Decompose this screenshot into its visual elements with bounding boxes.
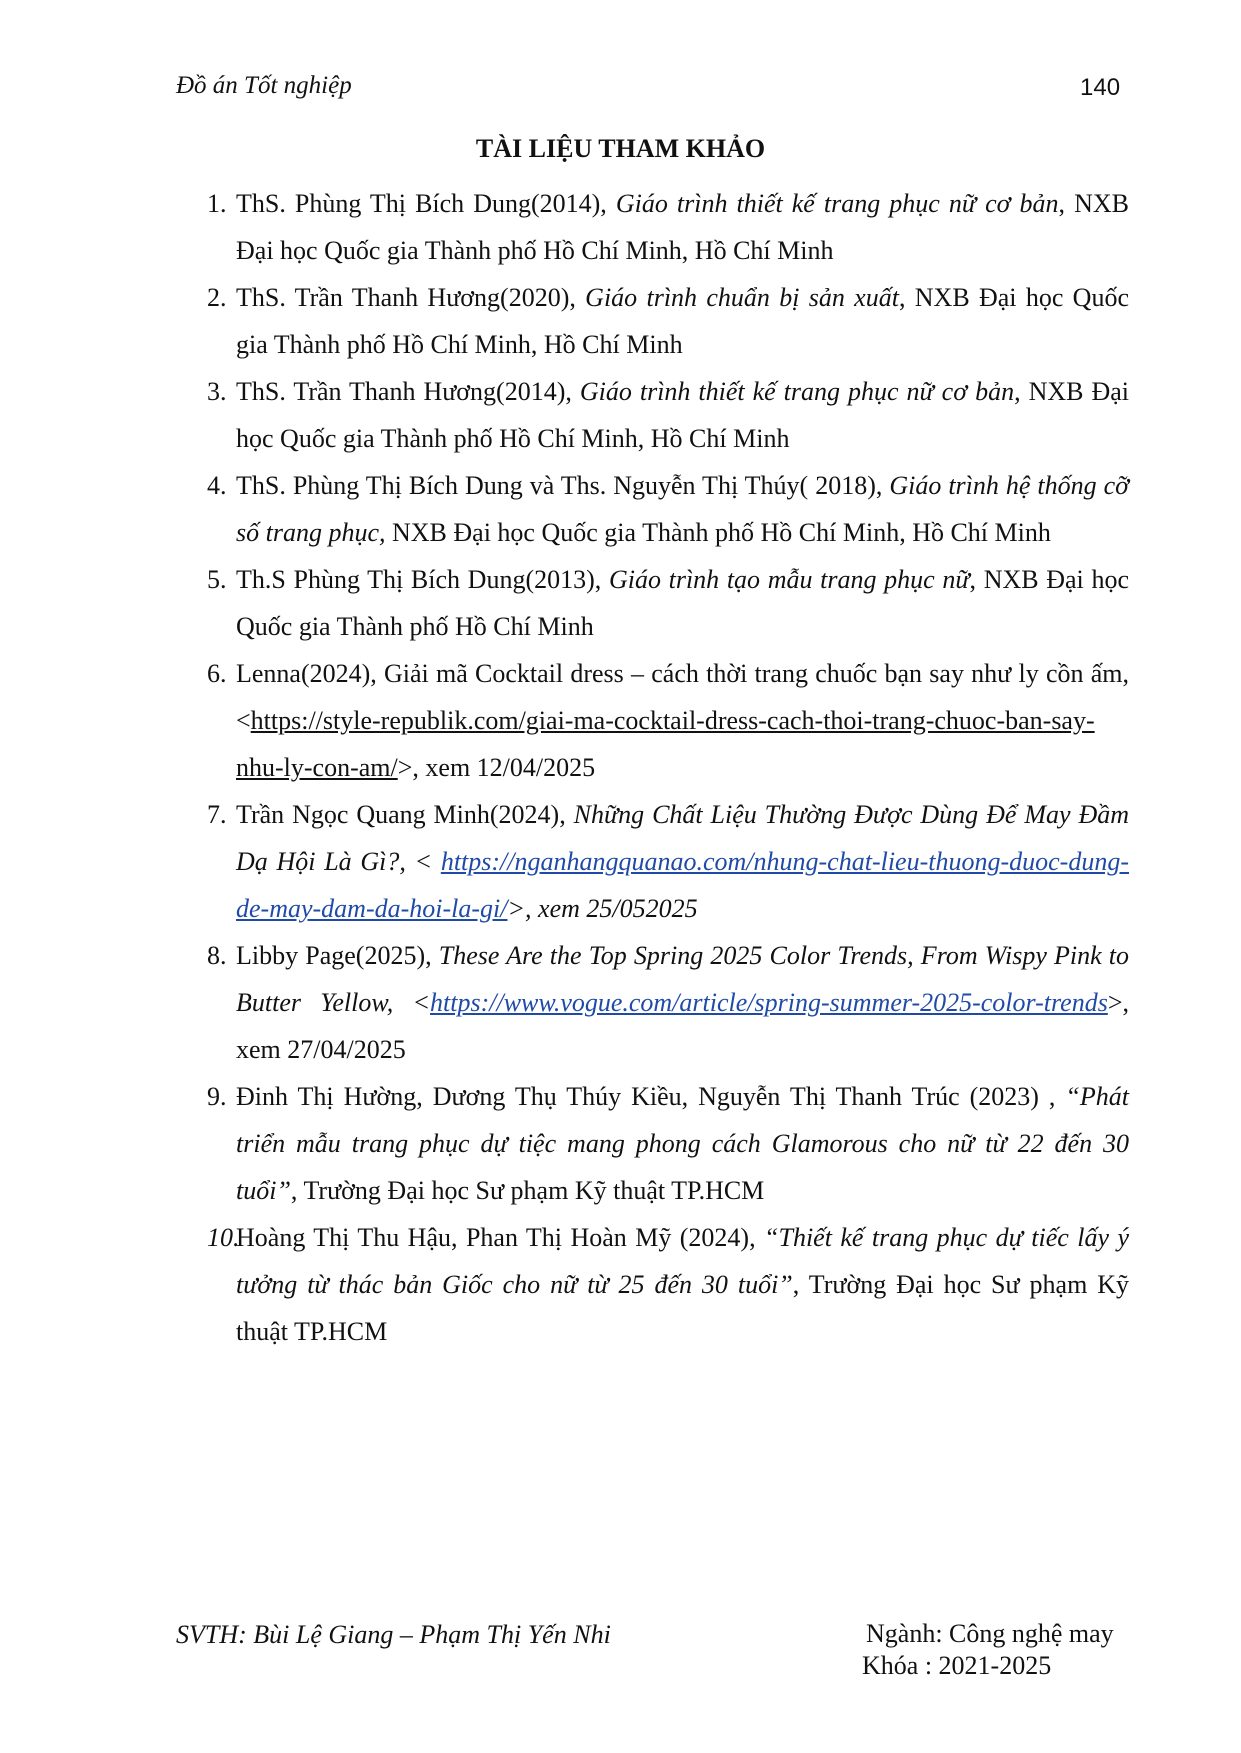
reference-author: Đinh Thị Hường, Dương Thụ Thúy Kiều, Nguyễn Thị Thanh Trúc (2023) , (236, 1082, 1066, 1111)
reference-access-date: >, xem 25/052025 (507, 894, 698, 923)
reference-publisher: , NXB Đại học Quốc gia Thành phố Hồ Chí Minh, Hồ Chí Minh (236, 377, 1129, 453)
reference-publisher: NXB Đại học Quốc gia Thành phố Hồ Chí Minh, Hồ Chí Minh (385, 518, 1051, 547)
reference-number: 4. (207, 471, 227, 500)
reference-item-6 (207, 650, 1129, 791)
reference-publisher: , NXB Đại học Quốc gia Thành phố Hồ Chí Minh, Hồ Chí Minh (236, 189, 1129, 265)
reference-work-title: Giáo trình hệ thống cỡ số trang phục, (236, 471, 1130, 547)
reference-author: ThS. Phùng Thị Bích Dung(2014), (236, 189, 616, 218)
reference-work-title: These Are the Top Spring 2025 Color Trends, From Wispy Pink to Butter Yellow, < (236, 941, 1130, 1017)
document-header-title: Đồ án Tốt nghiệp (176, 72, 352, 99)
reference-publisher: , NXB Đại học Quốc gia Thành phố Hồ Chí Minh, Hồ Chí Minh (236, 283, 1129, 359)
reference-number: 5. (207, 565, 227, 594)
reference-link[interactable]: https://style-republik.com/giai-ma-cocktail-dress-cach-thoi-trang-chuoc-ban-say-nhu-ly-con-am/ (236, 706, 1095, 782)
reference-list (207, 180, 1129, 1355)
reference-author: Th.S Phùng Thị Bích Dung(2013), (236, 565, 609, 594)
reference-work-title: Giáo trình thiết kế trang phục nữ cơ bản (579, 377, 1015, 406)
reference-number: 6. (207, 659, 227, 688)
reference-number: 9. (207, 1082, 227, 1111)
reference-number: 10. (207, 1223, 240, 1252)
reference-access-date: >, xem 27/04/2025 (236, 988, 1129, 1064)
reference-item-7 (207, 791, 1129, 932)
reference-author: Libby Page(2025), (236, 941, 439, 970)
page-number: 140 (1080, 74, 1121, 101)
reference-item-4 (207, 462, 1129, 556)
reference-item-3 (207, 368, 1129, 462)
reference-work-title: Giáo trình tạo mẫu trang phục nữ (608, 565, 970, 594)
reference-work-title: “Thiết kế trang phục dự tiếc lấy ý tưởng từ thác bản Giốc cho nữ từ 25 đến 30 tuổi” (236, 1223, 1129, 1299)
footer-info (862, 1618, 1114, 1682)
reference-number: 8. (207, 941, 227, 970)
reference-number: 1. (207, 189, 227, 218)
reference-author: Hoàng Thị Thu Hậu, Phan Thị Hoàn Mỹ (2024), (236, 1223, 765, 1252)
reference-author: ThS. Trần Thanh Hương(2014), (236, 377, 580, 406)
reference-work-title: Những Chất Liệu Thường Được Dùng Để May Đầm Dạ Hội Là Gì?, < (236, 800, 1129, 876)
footer-course: Khóa : 2021-2025 (862, 1651, 1052, 1680)
reference-item-9 (207, 1073, 1129, 1214)
footer-students: SVTH: Bùi Lệ Giang – Phạm Thị Yến Nhi (176, 1620, 611, 1649)
reference-number: 2. (207, 283, 227, 312)
reference-author: ThS. Phùng Thị Bích Dung và Ths. Nguyễn Thị Thúy( 2018), (236, 471, 890, 500)
reference-publisher: , NXB Đại học Quốc gia Thành phố Hồ Chí Minh (236, 565, 1129, 641)
reference-publisher: , Trường Đại học Sư phạm Kỹ thuật TP.HCM (236, 1270, 1129, 1346)
reference-number: 3. (207, 377, 227, 406)
reference-author: Lenna(2024), Giải mã Cocktail dress – cách thời trang chuốc bạn say như ly cồn ấm, < (236, 659, 1129, 735)
reference-access-date: >, xem 12/04/2025 (397, 753, 596, 782)
reference-item-8 (207, 932, 1129, 1073)
reference-link[interactable]: https://nganhangquanao.com/nhung-chat-lieu-thuong-duoc-dung-de-may-dam-da-hoi-la-gi/ (236, 847, 1129, 923)
reference-item-10 (207, 1214, 1129, 1355)
reference-work-title: Giáo trình chuẩn bị sản xuất (585, 283, 899, 312)
reference-item-5 (207, 556, 1129, 650)
reference-link[interactable]: https://www.vogue.com/article/spring-summer-2025-color-trends (430, 988, 1108, 1017)
reference-publisher: , Trường Đại học Sư phạm Kỹ thuật TP.HCM (290, 1176, 765, 1205)
reference-work-title: “Phát triển mẫu trang phục dự tiệc mang phong cách Glamorous cho nữ từ 22 đến 30 tuổi” (236, 1082, 1129, 1205)
footer-major: Ngành: Công nghệ may (866, 1619, 1114, 1648)
reference-number: 7. (207, 800, 227, 829)
reference-work-title: Giáo trình thiết kế trang phục nữ cơ bản (615, 189, 1059, 218)
reference-author: Trần Ngọc Quang Minh(2024), (236, 800, 574, 829)
reference-item-2 (207, 274, 1129, 368)
reference-author: ThS. Trần Thanh Hương(2020), (236, 283, 586, 312)
section-title: TÀI LIỆU THAM KHẢO (475, 134, 766, 163)
reference-item-1 (207, 180, 1129, 274)
